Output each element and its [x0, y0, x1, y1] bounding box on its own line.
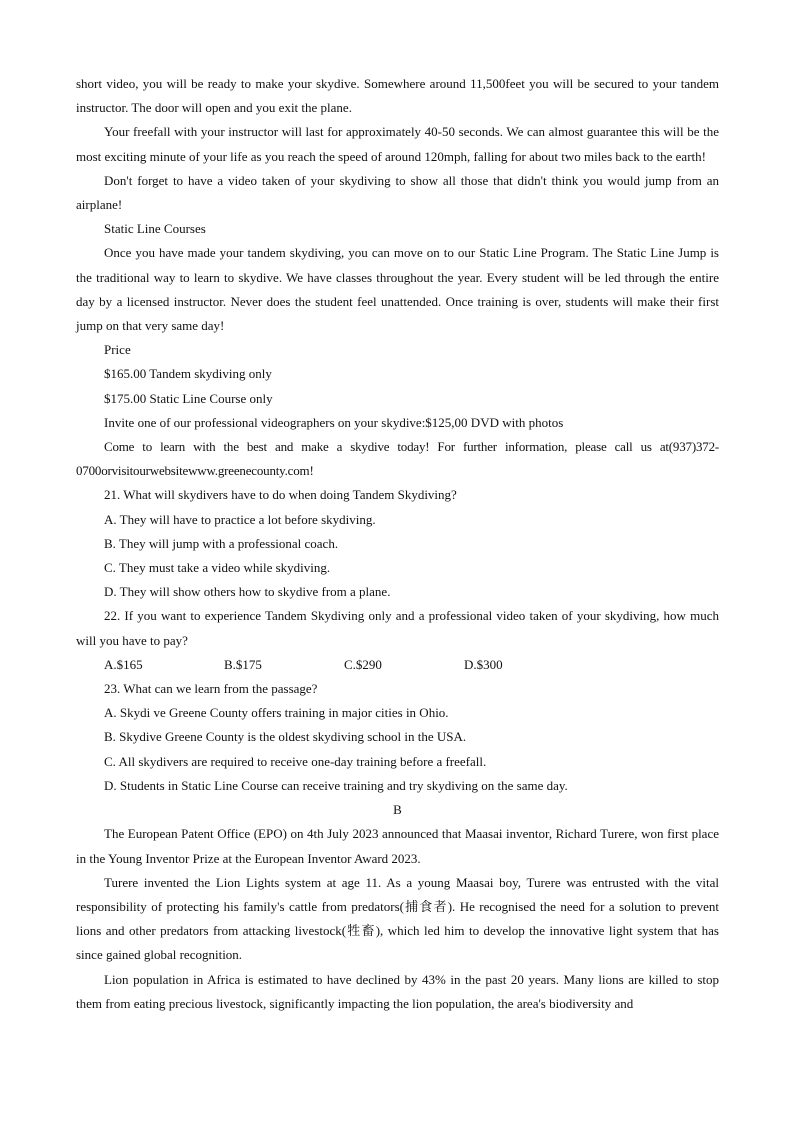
- passage-b-paragraph-1: The European Patent Office (EPO) on 4th July 2023 announced that Maasai inventor, Richard Turere, won first place in the Young Inventor Prize at the European Inventor Award 2023.: [76, 826, 719, 866]
- question-23-stem: 23. What can we learn from the passage?: [104, 681, 318, 697]
- passage-a-paragraph-4: Once you have made your tandem skydiving, you can move on to our Static Line Program. The Static Line Jump is the traditional way to learn to skydive. We have classes throughout the year. Every student will be led through the entire day by a licensed instructor. Never does the student feel unattended. Once training is over, students will make their first jump on that very same day!: [76, 245, 719, 334]
- question-21-option-a: A. They will have to practice a lot before skydiving.: [104, 511, 376, 527]
- question-23-option-d: D. Students in Static Line Course can receive training and try skydiving on the same day.: [104, 777, 568, 793]
- document-body: [76, 72, 719, 1016]
- question-23-option-a: A. Skydi ve Greene County offers training in major cities in Ohio.: [104, 705, 449, 721]
- passage-b-paragraph-3: Lion population in Africa is estimated to have declined by 43% in the past 20 years. Many lions are killed to stop them from eating precious livestock, significantly impacting the lion population, the area's biodiversity and: [76, 971, 719, 1011]
- static-line-heading: Static Line Courses: [104, 221, 206, 237]
- question-22-option-d: D.$300: [464, 656, 503, 672]
- question-23-option-c: C. All skydivers are required to receive one-day training before a freefall.: [104, 753, 487, 769]
- passage-a-paragraph-3: Don't forget to have a video taken of your skydiving to show all those that didn't think you would jump from an airplane!: [76, 172, 719, 213]
- contact-paragraph: Come to learn with the best and make a skydive today! For further information, please call us at(937)372-0700orvisitourwebsitewww.greenecounty.com!: [76, 439, 719, 479]
- question-22-stem: 22. If you want to experience Tandem Skydiving only and a professional video taken of your skydiving, how much will you have to pay?: [76, 608, 719, 648]
- price-static-line: $175.00 Static Line Course only: [104, 390, 273, 406]
- passage-b-paragraph-2: Turere invented the Lion Lights system at age 11. As a young Maasai boy, Turere was entrusted with the vital responsibility of protecting his family's cattle from predators(捕食者). He recognised the need for a solution to prevent lions and other predators from attacking livestock(牲畜), which led him to develop the innovative light system that has since gained global recognition.: [76, 874, 719, 963]
- question-22-option-c: C.$290: [344, 656, 382, 672]
- price-video: Invite one of our professional videographers on your skydive:$125,00 DVD with photos: [104, 414, 564, 430]
- price-tandem: $165.00 Tandem skydiving only: [104, 366, 272, 382]
- question-21-stem: 21. What will skydivers have to do when doing Tandem Skydiving?: [104, 487, 457, 503]
- price-heading: Price: [104, 342, 131, 358]
- question-23-option-b: B. Skydive Greene County is the oldest skydiving school in the USA.: [104, 729, 467, 745]
- question-22-option-b: B.$175: [224, 656, 262, 672]
- question-22-options: [76, 653, 719, 677]
- question-21-option-b: B. They will jump with a professional coach.: [104, 535, 339, 551]
- question-21-option-c: C. They must take a video while skydiving.: [104, 560, 331, 576]
- passage-a-paragraph-2: Your freefall with your instructor will last for approximately 40-50 seconds. We can almost guarantee this will be the most exciting minute of your life as you reach the speed of around 120mph, falling for about two miles back to the earth!: [76, 124, 719, 164]
- question-21-option-d: D. They will show others how to skydive from a plane.: [104, 584, 391, 600]
- question-22-option-a: A.$165: [104, 656, 143, 672]
- passage-a-paragraph-1: short video, you will be ready to make your skydive. Somewhere around 11,500feet you will be secured to your tandem instructor. The door will open and you exit the plane.: [76, 76, 719, 116]
- section-b-label: B: [393, 802, 402, 818]
